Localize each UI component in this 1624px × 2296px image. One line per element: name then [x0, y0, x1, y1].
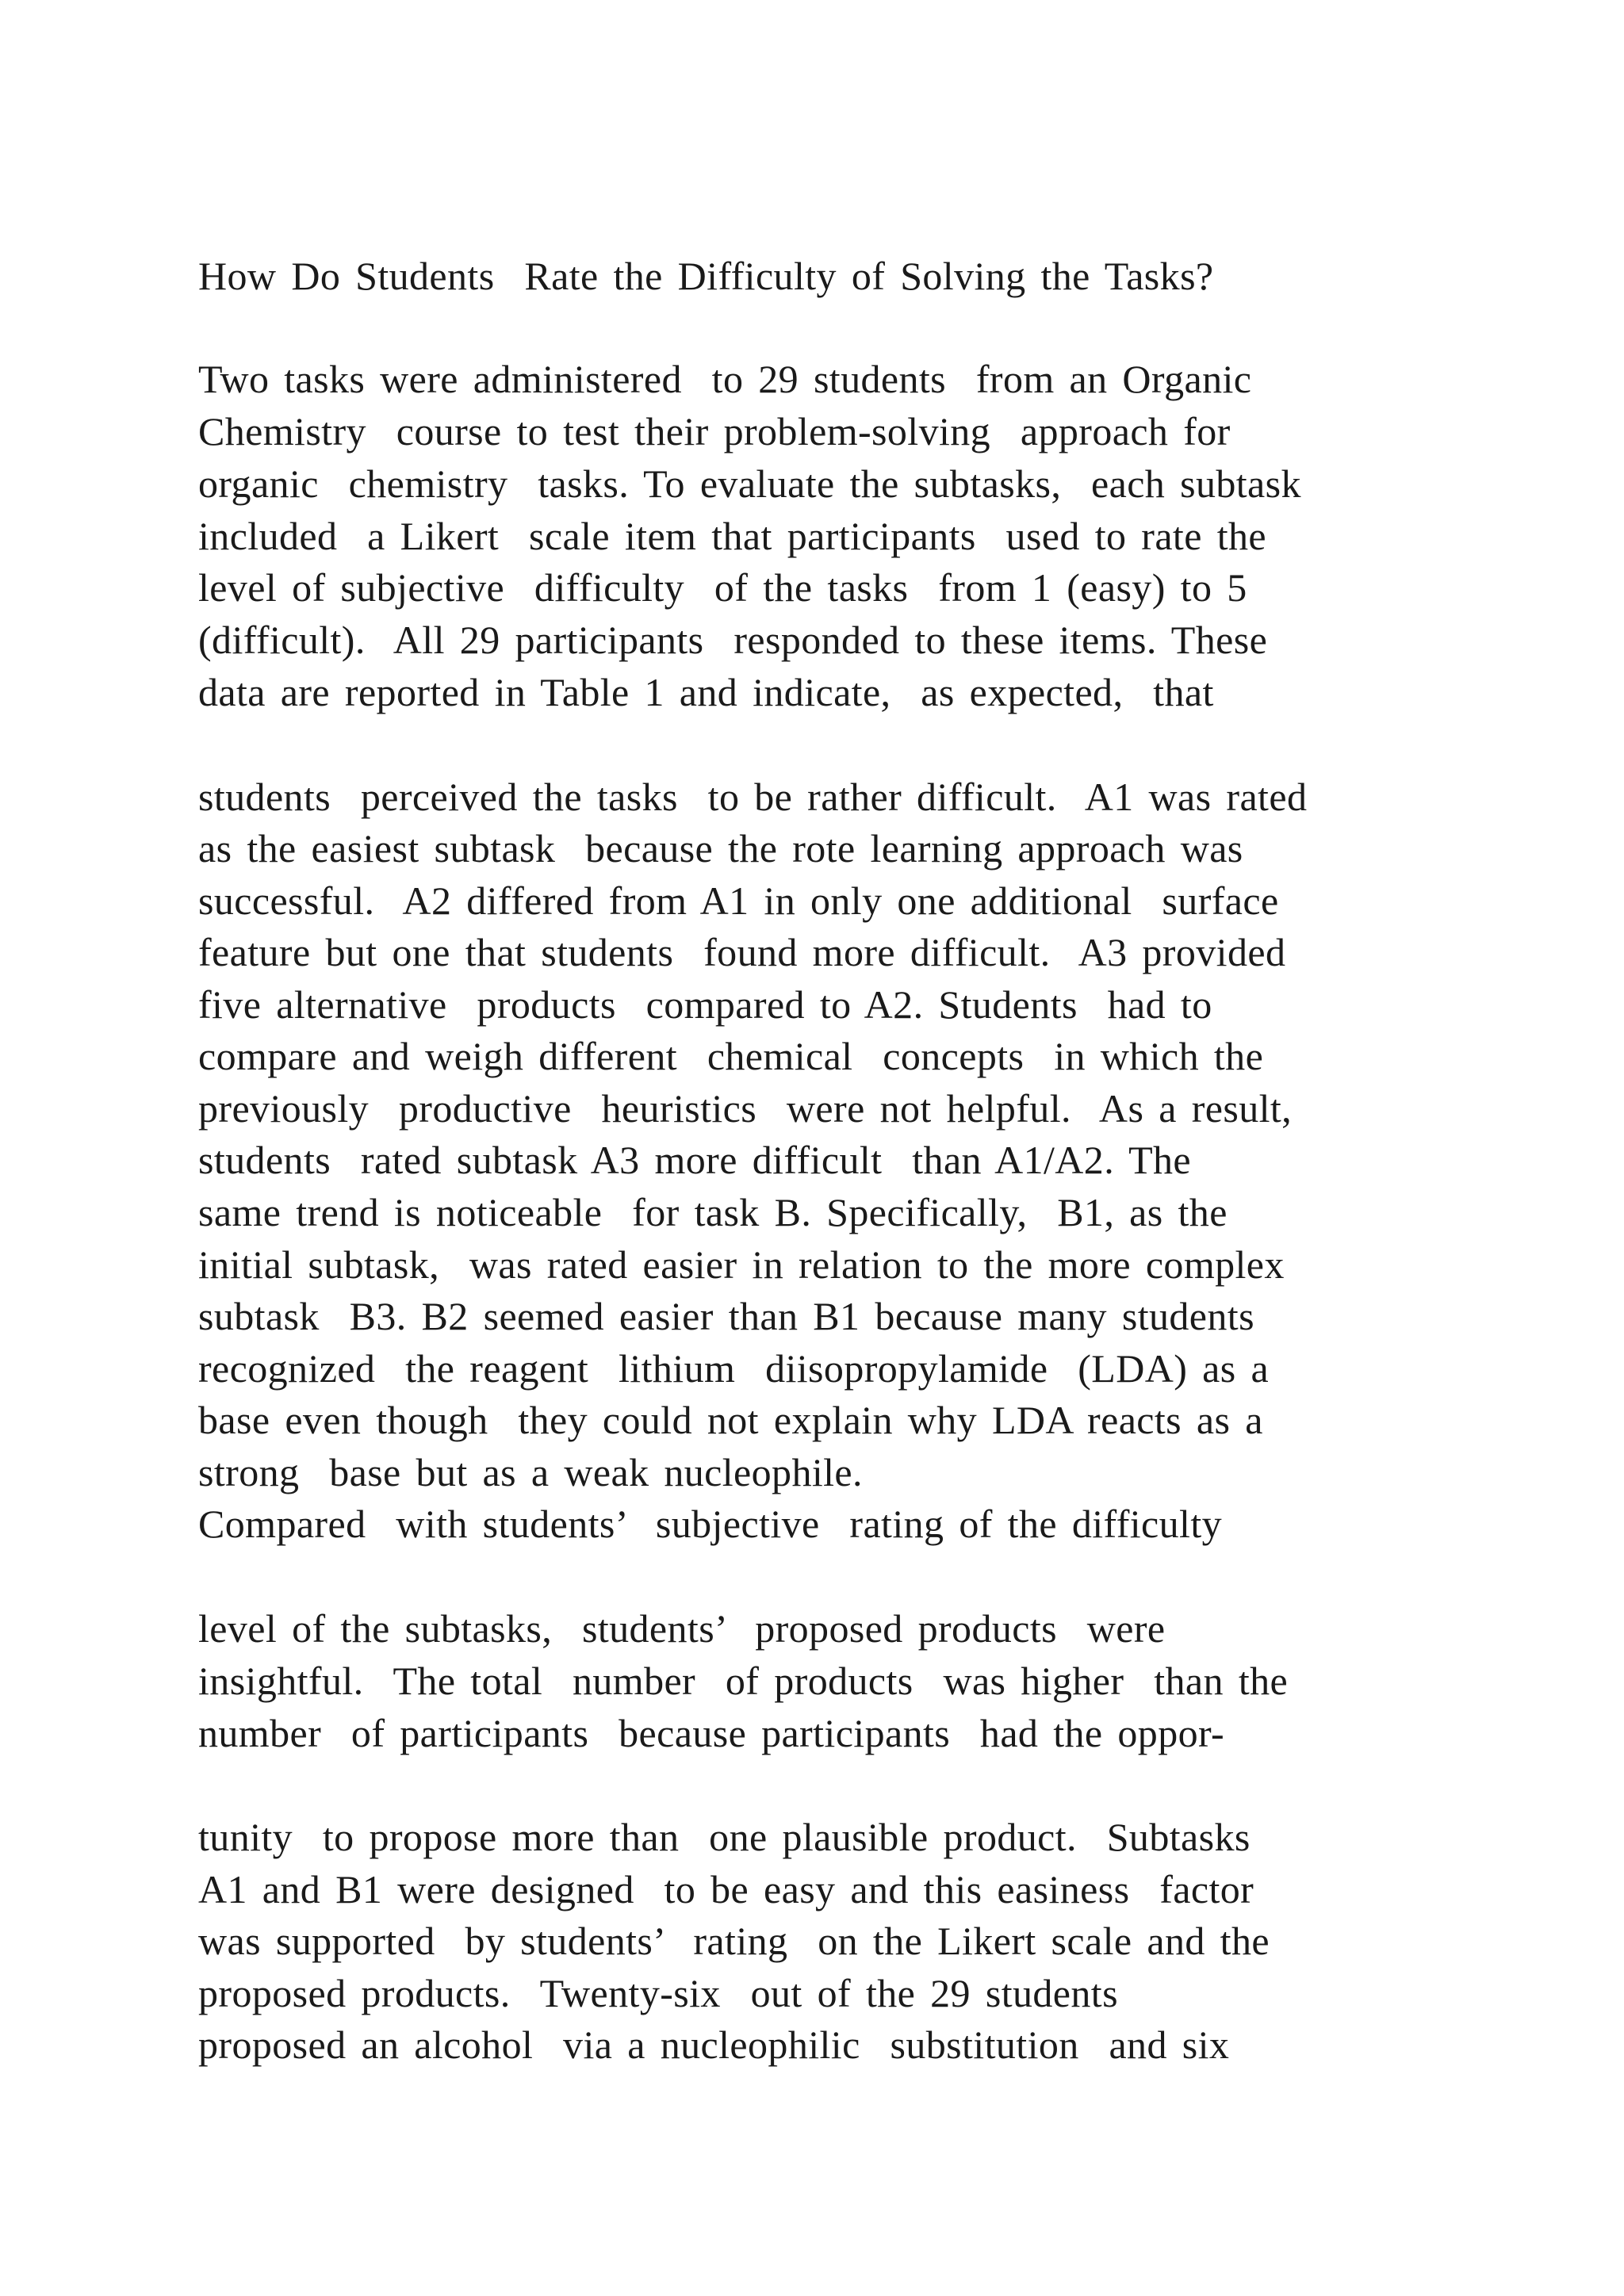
text-line: strong base but as a weak nucleophile. — [198, 1450, 863, 1494]
text-line: proposed an alcohol via a nucleophilic substitution and six — [198, 2022, 1230, 2067]
text-line: students perceived the tasks to be rather difficult. A1 was rated — [198, 775, 1308, 819]
document-heading: How Do Students Rate the Difficulty of Solving the Tasks? — [198, 254, 1214, 298]
text-line: compare and weigh different chemical concepts in which the — [198, 1034, 1264, 1078]
text-line: feature but one that students found more difficult. A3 provided — [198, 930, 1286, 974]
text-line: successful. A2 differed from A1 in only one additional surface — [198, 878, 1279, 923]
text-line: (difficult). All 29 participants responded to these items. These — [198, 618, 1268, 662]
text-line: Chemistry course to test their problem-solving approach for — [198, 409, 1231, 453]
text-line: Compared with students’ subjective rating of the difficulty — [198, 1502, 1223, 1546]
text-line: number of participants because participants had the oppor- — [198, 1711, 1225, 1755]
text-line: insightful. The total number of products was higher than the — [198, 1659, 1289, 1703]
text-line: data are reported in Table 1 and indicate, as expected, that — [198, 670, 1214, 714]
text-line: tunity to propose more than one plausible product. Subtasks — [198, 1815, 1251, 1859]
text-line: A1 and B1 were designed to be easy and this easiness factor — [198, 1867, 1254, 1911]
text-line: recognized the reagent lithium diisopropylamide (LDA) as a — [198, 1346, 1270, 1391]
text-line: as the easiest subtask because the rote learning approach was — [198, 826, 1243, 871]
text-line: same trend is noticeable for task B. Specifically, B1, as the — [198, 1190, 1228, 1234]
text-line: level of the subtasks, students’ proposed products were — [198, 1606, 1166, 1651]
text-line: proposed products. Twenty-six out of the 29 students — [198, 1971, 1118, 2015]
text-line: was supported by students’ rating on the Likert scale and the — [198, 1919, 1270, 1963]
text-line: base even though they could not explain why LDA reacts as a — [198, 1398, 1263, 1442]
text-line: included a Likert scale item that participants used to rate the — [198, 514, 1267, 558]
text-line: initial subtask, was rated easier in relation to the more complex — [198, 1242, 1285, 1287]
text-line: students rated subtask A3 more difficult than A1/A2. The — [198, 1138, 1192, 1182]
text-line: organic chemistry tasks. To evaluate the subtasks, each subtask — [198, 461, 1301, 506]
text-line: five alternative products compared to A2. Students had to — [198, 982, 1212, 1027]
text-line: Two tasks were administered to 29 students from an Organic — [198, 357, 1252, 401]
text-line: level of subjective difficulty of the tasks from 1 (easy) to 5 — [198, 565, 1247, 610]
text-line: previously productive heuristics were not helpful. As a result, — [198, 1086, 1293, 1131]
text-line: subtask B3. B2 seemed easier than B1 because many students — [198, 1294, 1254, 1338]
